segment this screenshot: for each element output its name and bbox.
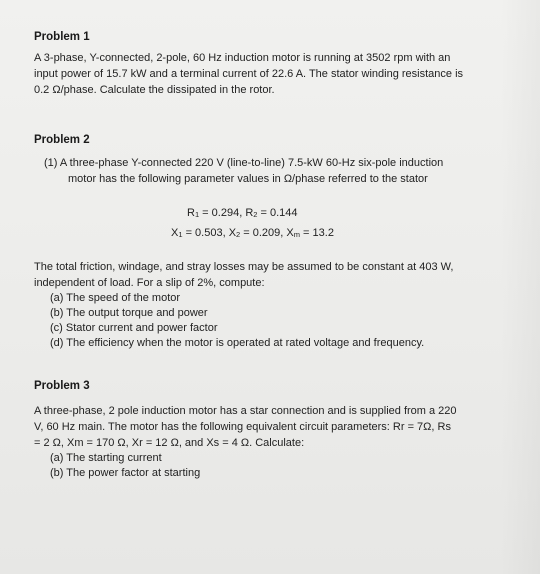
r1-value: = 0.294, [199, 207, 246, 219]
list-item: (d) The efficiency when the motor is operated at rated voltage and frequency. [50, 337, 425, 349]
problem-3 [34, 379, 514, 481]
problem-1-line-3: 0.2 Ω/phase. Calculate the dissipated in the rotor. [34, 84, 275, 96]
xm-label: X [286, 227, 294, 239]
x2-label: X [228, 227, 237, 239]
xm-subscript: m [293, 230, 300, 239]
problem-2-body-line-1: The total friction, windage, and stray losses may be assumed to be constant at 403 W, [34, 261, 454, 273]
list-item: (a) The starting current [50, 452, 162, 464]
list-item: (b) The power factor at starting [50, 467, 201, 479]
problem-2-intro-line-1: (1) A three-phase Y-connected 220 V (line-to-line) 7.5-kW 60-Hz six-pole induction [44, 157, 444, 169]
problem-2-title: Problem 2 [34, 134, 90, 146]
x1-subscript: 1 [178, 230, 183, 239]
r1-label: R [187, 207, 195, 219]
parameter-row-reactance [171, 225, 334, 243]
problem-3-title: Problem 3 [34, 380, 90, 392]
problem-3-question-list [34, 451, 514, 481]
problem-2-intro-line-2: motor has the following parameter values in Ω/phase referred to the stator [68, 173, 428, 185]
problem-1-line-2: input power of 15.7 kW and a terminal current of 22.6 A. The stator winding resistance is [34, 68, 464, 80]
x1-value: = 0.503, [182, 227, 229, 239]
r1-subscript: 1 [194, 210, 200, 219]
r2-label: R [245, 207, 254, 219]
x2-value: = 0.209, [240, 227, 287, 239]
r2-subscript: 2 [253, 210, 258, 219]
problem-3-line-3: = 2 Ω, Xm = 170 Ω, Xr = 12 Ω, and Xs = 4 Ω. Calculate: [34, 437, 305, 449]
problem-2-question-list [34, 291, 514, 351]
problem-1-title: Problem 1 [34, 31, 90, 43]
list-item: (b) The output torque and power [50, 307, 208, 319]
list-item: (a) The speed of the motor [50, 292, 181, 304]
x1-label: X [171, 227, 179, 239]
problem-2-intro [34, 155, 514, 187]
xm-value: = 13.2 [300, 227, 334, 239]
problem-3-line-2: V, 60 Hz main. The motor has the following equivalent circuit parameters: Rr = 7Ω, Rs [34, 421, 451, 433]
problem-2 [34, 133, 514, 187]
problem-2-body-line-2: independent of load. For a slip of 2%, compute: [34, 277, 265, 289]
list-item: (c) Stator current and power factor [50, 322, 218, 334]
problem-3-line-1: A three-phase, 2 pole induction motor has a star connection and is supplied from a 220 [34, 405, 457, 417]
r2-value: = 0.144 [257, 207, 298, 219]
problem-1 [34, 30, 514, 98]
parameter-row-resistance [187, 205, 298, 223]
problem-2-body [34, 259, 514, 351]
x2-subscript: 2 [236, 230, 241, 239]
problem-1-line-1: A 3-phase, Y-connected, 2-pole, 60 Hz induction motor is running at 3502 rpm with an [34, 52, 451, 64]
